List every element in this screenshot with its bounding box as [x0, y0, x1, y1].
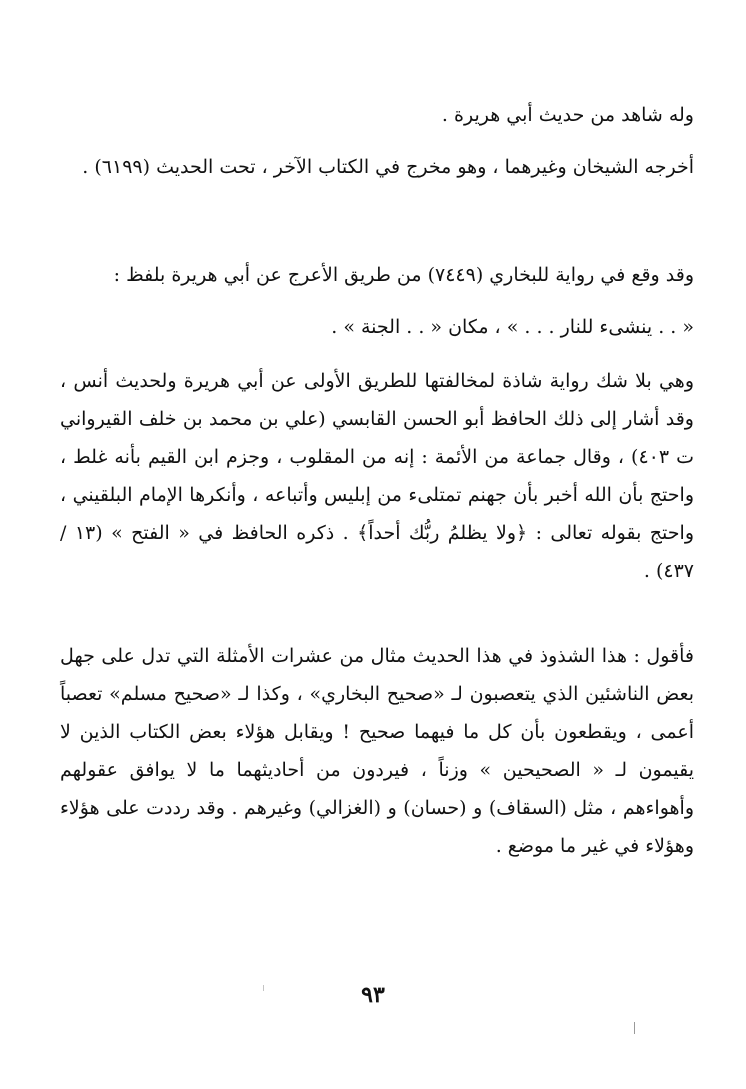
paragraph-text: « . . ينشىء للنار . . . » ، مكان « . . الجنة » . [331, 316, 694, 338]
paragraph-text: أخرجه الشيخان وغيرهما ، وهو مخرج في الكتاب الآخر ، تحت الحديث (٦١٩٩) . [82, 156, 694, 178]
paragraph-text: وقد وقع في رواية للبخاري (٧٤٤٩) من طريق الأعرج عن أبي هريرة بلفظ : [113, 264, 694, 286]
paragraph-text: وله شاهد من حديث أبي هريرة . [441, 104, 694, 126]
paragraph-author-comment [60, 637, 694, 865]
paragraph-quoted-wording [60, 308, 694, 346]
paragraph-shadh-riwaya [60, 362, 694, 590]
page-number: ٩٣ [361, 982, 385, 1008]
paragraph-takhrij [60, 148, 694, 186]
scan-speck [263, 985, 264, 991]
scan-speck [634, 1022, 635, 1034]
paragraph-shahid [60, 96, 694, 134]
paragraph-text: وهي بلا شك رواية شاذة لمخالفتها للطريق الأولى عن أبي هريرة ولحديث أنس ، وقد أشار إلى ذلك الحافظ أبو الحسن القابسي (علي بن محمد بن خلف القيرواني ت ٤٠٣) ، وقال جماعة من الأئمة : إنه من المقلوب ، وجزم ابن القيم بأنه غلط ، واحتج بأن الله أخبر بأن جهنم تمتلىء من إبليس وأتباعه ، وأنكرها الإمام البلقيني ، واحتج بقوله تعالى : ﴿ولا يظلمُ ربُّك أحداً﴾ . ذكره الحافظ في « الفتح » (١٣ / ٤٣٧) . [60, 370, 694, 582]
paragraph-bukhari-riwaya [60, 256, 694, 294]
paragraph-text: فأقول : هذا الشذوذ في هذا الحديث مثال من عشرات الأمثلة التي تدل على جهل بعض الناشئين الذي يتعصبون لـ «صحيح البخاري» ، وكذا لـ «صحيح مسلم» تعصباً أعمى ، ويقطعون بأن كل ما فيهما صحيح ! ويقابل هؤلاء بعض الكتاب الذين لا يقيمون لـ « الصحيحين » وزناً ، فيردون من أحاديثهما ما لا يوافق عقولهم وأهواءهم ، مثل (السقاف) و (حسان) و (الغزالي) وغيرهم . وقد رددت على هؤلاء وهؤلاء في غير ما موضع . [60, 645, 694, 857]
